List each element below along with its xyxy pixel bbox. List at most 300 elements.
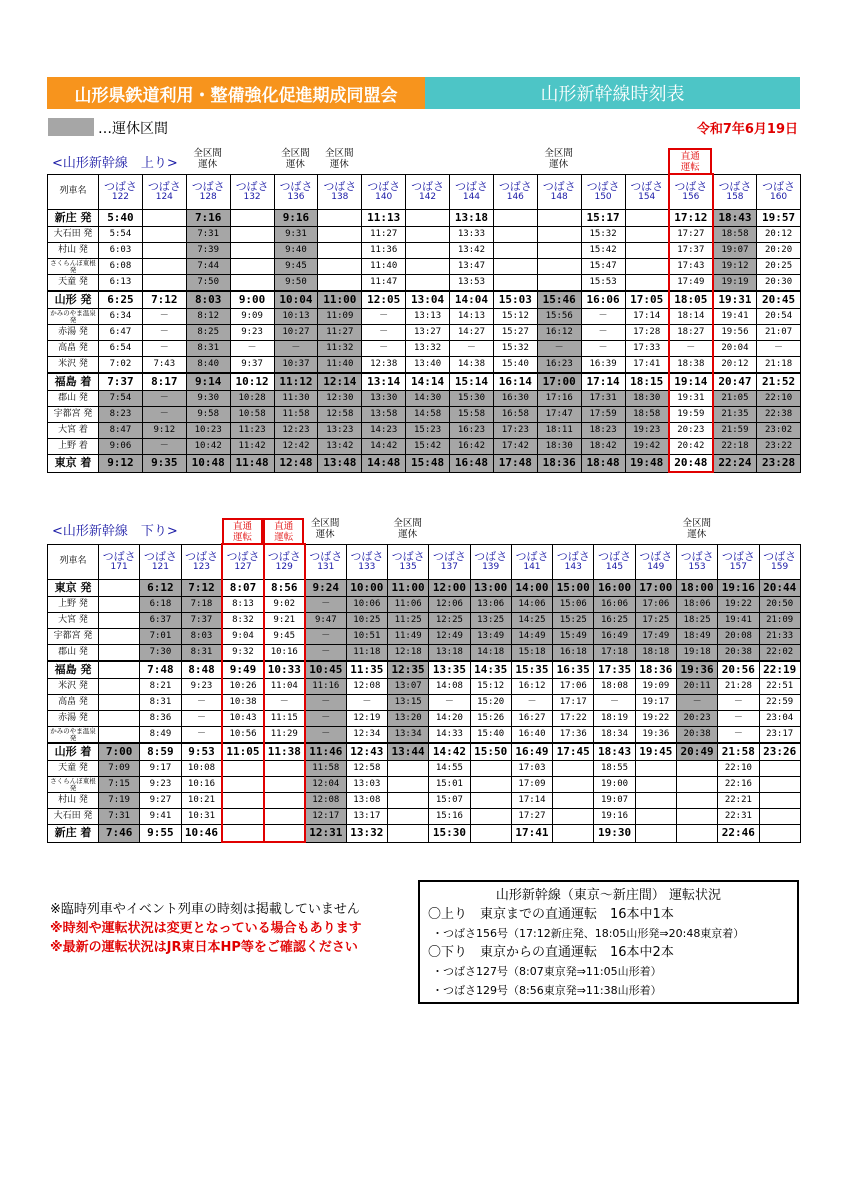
station-row (48, 291, 801, 309)
time-cell: 10:23 (186, 423, 230, 439)
station-row (48, 597, 801, 613)
time-cell (318, 227, 362, 243)
time-cell (406, 243, 450, 259)
time-cell: 13:00 (470, 580, 511, 597)
time-cell: 10:38 (222, 695, 263, 711)
time-cell (537, 210, 581, 227)
time-cell (230, 210, 274, 227)
train-number: 171 (110, 561, 128, 572)
time-cell (676, 761, 717, 777)
time-cell: 22:21 (718, 793, 759, 809)
station-row (48, 309, 801, 325)
time-cell: 8:36 (140, 711, 181, 727)
time-cell: 23:22 (757, 439, 801, 455)
time-cell: 13:04 (406, 291, 450, 309)
time-cell: 15:46 (537, 291, 581, 309)
time-cell: 15:40 (493, 357, 537, 374)
time-cell: 7:39 (186, 243, 230, 259)
time-cell: 16:00 (594, 580, 635, 597)
station-row (48, 373, 801, 391)
up-timetable (47, 173, 801, 473)
time-cell: 9:12 (142, 423, 186, 439)
time-cell: 9:45 (274, 259, 318, 275)
time-cell: 17:37 (669, 243, 713, 259)
time-cell: 10:25 (346, 613, 387, 629)
time-cell (537, 243, 581, 259)
time-cell: 15:14 (450, 373, 494, 391)
time-cell: 15:00 (553, 580, 594, 597)
time-cell: 19:56 (713, 325, 757, 341)
train-header (346, 544, 387, 580)
time-cell: － (362, 309, 406, 325)
time-cell: 21:33 (759, 629, 800, 645)
time-cell: 22:18 (713, 439, 757, 455)
time-cell: 14:20 (429, 711, 470, 727)
time-cell: 11:23 (230, 423, 274, 439)
time-cell: 13:33 (450, 227, 494, 243)
time-cell: 11:09 (318, 309, 362, 325)
time-cell: 17:09 (511, 777, 552, 793)
time-cell: 8:07 (222, 580, 263, 597)
time-cell: 19:17 (635, 695, 676, 711)
time-cell: 20:25 (757, 259, 801, 275)
time-cell (387, 793, 428, 809)
time-cell (759, 761, 800, 777)
time-cell: 6:25 (99, 291, 143, 309)
train-type: つばさ (391, 549, 425, 563)
time-cell: 9:55 (140, 825, 181, 843)
time-cell (625, 259, 669, 275)
time-cell: 19:41 (713, 309, 757, 325)
time-cell: 13:32 (346, 825, 387, 843)
time-cell: 12:04 (305, 777, 346, 793)
time-cell: － (757, 341, 801, 357)
time-cell: － (537, 341, 581, 357)
time-cell (493, 259, 537, 275)
train-number: 122 (111, 191, 130, 202)
time-cell: 19:48 (625, 455, 669, 473)
time-cell: 14:58 (406, 407, 450, 423)
time-cell: － (362, 341, 406, 357)
train-number: 127 (234, 562, 252, 572)
time-cell: 9:24 (305, 580, 346, 597)
time-cell (493, 275, 537, 292)
time-cell: 14:04 (450, 291, 494, 309)
time-cell: 9:23 (181, 679, 222, 695)
time-cell (635, 825, 676, 843)
train-number: 153 (688, 561, 706, 572)
station-row (48, 580, 801, 597)
train-type: つばさ (350, 549, 384, 563)
time-cell (142, 210, 186, 227)
time-cell: － (142, 391, 186, 407)
time-cell: 9:35 (142, 455, 186, 473)
train-type: つばさ (102, 549, 136, 563)
train-header (140, 544, 181, 580)
time-cell: 17:05 (625, 291, 669, 309)
time-cell: 15:20 (470, 695, 511, 711)
time-cell: 13:08 (346, 793, 387, 809)
station-row (48, 423, 801, 439)
time-cell: 18:42 (581, 439, 625, 455)
station-row (48, 243, 801, 259)
time-cell: 13:27 (406, 325, 450, 341)
time-cell: 12:06 (429, 597, 470, 613)
time-cell: 15:53 (581, 275, 625, 292)
time-cell: 23:04 (759, 711, 800, 727)
time-cell (759, 825, 800, 843)
time-cell: 13:32 (406, 341, 450, 357)
station-row (48, 455, 801, 473)
train-type: つばさ (556, 549, 590, 563)
time-cell (759, 793, 800, 809)
station-name: 宇都宮 発 (48, 407, 99, 423)
time-cell: 16:27 (511, 711, 552, 727)
time-cell: 20:23 (676, 711, 717, 727)
time-cell: 15:58 (450, 407, 494, 423)
station-name: 郡山 発 (48, 391, 99, 407)
time-cell (142, 275, 186, 292)
time-cell: 13:44 (387, 743, 428, 761)
time-cell: 18:25 (676, 613, 717, 629)
time-cell: － (429, 695, 470, 711)
time-cell: 12:05 (362, 291, 406, 309)
time-cell: 18:30 (537, 439, 581, 455)
time-cell: 17:12 (669, 210, 713, 227)
time-cell: 16:06 (594, 597, 635, 613)
train-header-row (48, 174, 801, 210)
time-cell: 18:19 (594, 711, 635, 727)
time-cell: 9:50 (274, 275, 318, 292)
time-cell: 8:47 (99, 423, 143, 439)
train-number: 133 (358, 561, 376, 572)
station-name: 郡山 発 (48, 645, 99, 662)
time-cell: 11:18 (346, 645, 387, 662)
time-cell: 11:16 (305, 679, 346, 695)
time-cell: 13:35 (429, 661, 470, 679)
time-cell: 6:03 (99, 243, 143, 259)
time-cell: 17:18 (594, 645, 635, 662)
time-cell: 11:15 (264, 711, 305, 727)
time-cell (230, 275, 274, 292)
train-header (635, 544, 676, 580)
station-name: 東京 着 (48, 455, 99, 473)
train-type: つばさ (586, 179, 620, 193)
time-cell: 22:24 (713, 455, 757, 473)
time-cell: 6:13 (99, 275, 143, 292)
train-number: 141 (523, 561, 541, 572)
station-name: 高畠 発 (48, 695, 99, 711)
time-cell: 12:00 (429, 580, 470, 597)
time-cell: － (305, 711, 346, 727)
time-cell: 11:32 (318, 341, 362, 357)
time-cell: 22:16 (718, 777, 759, 793)
train-number: 136 (287, 191, 305, 202)
time-cell: 18:58 (713, 227, 757, 243)
train-type: つばさ (323, 179, 357, 193)
time-cell: 7:37 (99, 373, 143, 391)
time-cell: 9:45 (264, 629, 305, 645)
time-cell: 11:00 (387, 580, 428, 597)
time-cell: 20:47 (713, 373, 757, 391)
train-type: つばさ (763, 549, 797, 563)
time-cell: 21:09 (759, 613, 800, 629)
time-cell: － (305, 727, 346, 744)
time-cell (99, 727, 140, 744)
time-cell: 18:06 (676, 597, 717, 613)
time-cell: 9:58 (186, 407, 230, 423)
train-number: 148 (550, 191, 568, 202)
time-cell: 19:36 (676, 661, 717, 679)
time-cell: 11:25 (387, 613, 428, 629)
time-cell: 14:18 (470, 645, 511, 662)
station-name: 山形 発 (48, 291, 99, 309)
time-cell: 10:51 (346, 629, 387, 645)
train-header (387, 544, 428, 580)
time-cell: 20:49 (676, 743, 717, 761)
station-name: 上野 着 (48, 439, 99, 455)
time-cell: 19:31 (669, 391, 713, 407)
time-cell: 12:34 (346, 727, 387, 744)
time-cell: 7:43 (142, 357, 186, 374)
time-cell (635, 761, 676, 777)
time-cell: － (581, 341, 625, 357)
station-name: かみのやま温泉 発 (48, 727, 99, 744)
time-cell (625, 243, 669, 259)
time-cell (553, 761, 594, 777)
time-cell: 15:42 (406, 439, 450, 455)
time-cell: 16:23 (537, 357, 581, 374)
time-cell: 16:14 (493, 373, 537, 391)
time-cell: － (362, 325, 406, 341)
column-note: 全区間 運休 (281, 148, 310, 170)
time-cell: 8:17 (142, 373, 186, 391)
time-cell (470, 793, 511, 809)
time-cell: 20:23 (669, 423, 713, 439)
time-cell: 12:58 (318, 407, 362, 423)
time-cell: 14:35 (470, 661, 511, 679)
status-down: 〇下り 東京からの直通運転 16本中2本 (428, 945, 674, 960)
time-cell (264, 777, 305, 793)
time-cell: 17:00 (635, 580, 676, 597)
time-cell: － (594, 695, 635, 711)
train-type: つばさ (515, 549, 549, 563)
time-cell: 9:00 (230, 291, 274, 309)
page-title: 山形新幹線時刻表 (425, 77, 800, 109)
train-number: 135 (399, 561, 417, 572)
time-cell: 23:17 (759, 727, 800, 744)
time-cell: 10:21 (181, 793, 222, 809)
train-name-header: 列車名 (48, 174, 99, 210)
train-header (99, 544, 140, 580)
time-cell (759, 777, 800, 793)
time-cell: 11:00 (318, 291, 362, 309)
time-cell: － (511, 695, 552, 711)
status-down-detail-1: ・つばさ127号（8:07東京発⇒11:05山形着） (432, 965, 662, 978)
train-header (406, 174, 450, 210)
time-cell: 14:42 (429, 743, 470, 761)
column-note: 全区間 運休 (544, 148, 573, 170)
train-header (537, 174, 581, 210)
time-cell: 6:18 (140, 597, 181, 613)
train-header (759, 544, 800, 580)
time-cell (222, 793, 263, 809)
time-cell: － (305, 645, 346, 662)
time-cell: 11:48 (230, 455, 274, 473)
time-cell: 8:32 (222, 613, 263, 629)
train-header (305, 544, 346, 580)
train-number: 156 (682, 192, 700, 202)
time-cell (759, 809, 800, 825)
time-cell: 20:38 (676, 727, 717, 744)
time-cell: 22:10 (757, 391, 801, 407)
time-cell: 12:31 (305, 825, 346, 843)
time-cell: 13:30 (362, 391, 406, 407)
time-cell: 20:12 (713, 357, 757, 374)
time-cell: 21:59 (713, 423, 757, 439)
time-cell: 17:03 (511, 761, 552, 777)
time-cell (676, 793, 717, 809)
train-header (362, 174, 406, 210)
time-cell: 14:14 (406, 373, 450, 391)
time-cell: 10:00 (346, 580, 387, 597)
time-cell: 10:56 (222, 727, 263, 744)
train-type: つばさ (498, 179, 532, 193)
train-number: 124 (155, 191, 173, 202)
train-type: つばさ (432, 549, 466, 563)
time-cell: 20:11 (676, 679, 717, 695)
column-note: 直通 運転 (222, 518, 263, 543)
train-number: 144 (462, 191, 481, 202)
time-cell: 13:42 (450, 243, 494, 259)
station-name: 大宮 着 (48, 423, 99, 439)
time-cell: 6:47 (99, 325, 143, 341)
time-cell: － (450, 341, 494, 357)
time-cell: 11:27 (362, 227, 406, 243)
time-cell: 9:02 (264, 597, 305, 613)
train-number: 140 (375, 191, 393, 202)
time-cell: 9:21 (264, 613, 305, 629)
time-cell: 17:41 (625, 357, 669, 374)
train-header (181, 544, 222, 580)
train-header (450, 174, 494, 210)
time-cell: 20:56 (718, 661, 759, 679)
time-cell: 17:06 (553, 679, 594, 695)
station-row (48, 695, 801, 711)
time-cell: 8:03 (181, 629, 222, 645)
time-cell: 16:49 (594, 629, 635, 645)
time-cell: 19:36 (635, 727, 676, 744)
train-header (470, 544, 511, 580)
time-cell: 9:32 (222, 645, 263, 662)
train-number: 131 (317, 561, 335, 572)
time-cell: 10:27 (274, 325, 318, 341)
column-note: 全区間 運休 (682, 518, 711, 540)
time-cell: － (669, 341, 713, 357)
time-cell: 20:44 (759, 580, 800, 597)
time-cell (537, 259, 581, 275)
time-cell: 9:47 (305, 613, 346, 629)
train-header (511, 544, 552, 580)
train-number: 123 (192, 561, 211, 572)
time-cell: 12:35 (387, 661, 428, 679)
train-header (142, 174, 186, 210)
station-row (48, 210, 801, 227)
time-cell (99, 661, 140, 679)
train-type: つばさ (226, 550, 260, 563)
train-header (493, 174, 537, 210)
column-note: 直通 運転 (263, 518, 304, 543)
time-cell: 12:49 (429, 629, 470, 645)
time-cell: 21:58 (718, 743, 759, 761)
station-row (48, 391, 801, 407)
column-note: 全区間 運休 (310, 518, 340, 540)
time-cell: 15:40 (470, 727, 511, 744)
time-cell: 16:48 (450, 455, 494, 473)
time-cell: 7:09 (99, 761, 140, 777)
station-row (48, 645, 801, 662)
time-cell: 22:31 (718, 809, 759, 825)
time-cell: 12:23 (274, 423, 318, 439)
train-number: 149 (647, 561, 665, 572)
time-cell: 17:41 (511, 825, 552, 843)
time-cell: 13:25 (470, 613, 511, 629)
time-cell: 18:36 (635, 661, 676, 679)
time-cell: 19:59 (669, 407, 713, 423)
time-cell (553, 809, 594, 825)
time-cell: 7:16 (186, 210, 230, 227)
train-number: 128 (199, 191, 217, 202)
time-cell: 7:54 (99, 391, 143, 407)
time-cell: 20:04 (713, 341, 757, 357)
time-cell: 17:49 (635, 629, 676, 645)
time-cell: － (142, 439, 186, 455)
time-cell: 21:28 (718, 679, 759, 695)
time-cell: 12:58 (346, 761, 387, 777)
column-note: 直通 運転 (668, 148, 712, 173)
time-cell: 9:37 (230, 357, 274, 374)
time-cell: 22:10 (718, 761, 759, 777)
time-cell: 9:23 (140, 777, 181, 793)
time-cell: 6:12 (140, 580, 181, 597)
station-row (48, 711, 801, 727)
time-cell: 8:31 (186, 341, 230, 357)
time-cell: 19:22 (635, 711, 676, 727)
time-cell: 21:18 (757, 357, 801, 374)
time-cell: － (181, 711, 222, 727)
time-cell: 14:25 (511, 613, 552, 629)
time-cell: 14:33 (429, 727, 470, 744)
time-cell: 15:27 (493, 325, 537, 341)
train-header (318, 174, 362, 210)
time-cell: 11:58 (274, 407, 318, 423)
station-row (48, 259, 801, 275)
train-type: つばさ (639, 549, 673, 563)
time-cell: 17:16 (537, 391, 581, 407)
time-cell: 13:14 (362, 373, 406, 391)
time-cell: 15:17 (581, 210, 625, 227)
time-cell: 8:49 (140, 727, 181, 744)
time-cell (406, 227, 450, 243)
time-cell (318, 243, 362, 259)
time-cell: 11:35 (346, 661, 387, 679)
time-cell: 18:08 (594, 679, 635, 695)
station-name: 福島 発 (48, 661, 99, 679)
column-note: 全区間 運休 (193, 148, 222, 170)
time-cell: 13:47 (450, 259, 494, 275)
station-name: 宇都宮 発 (48, 629, 99, 645)
time-cell: 23:28 (757, 455, 801, 473)
